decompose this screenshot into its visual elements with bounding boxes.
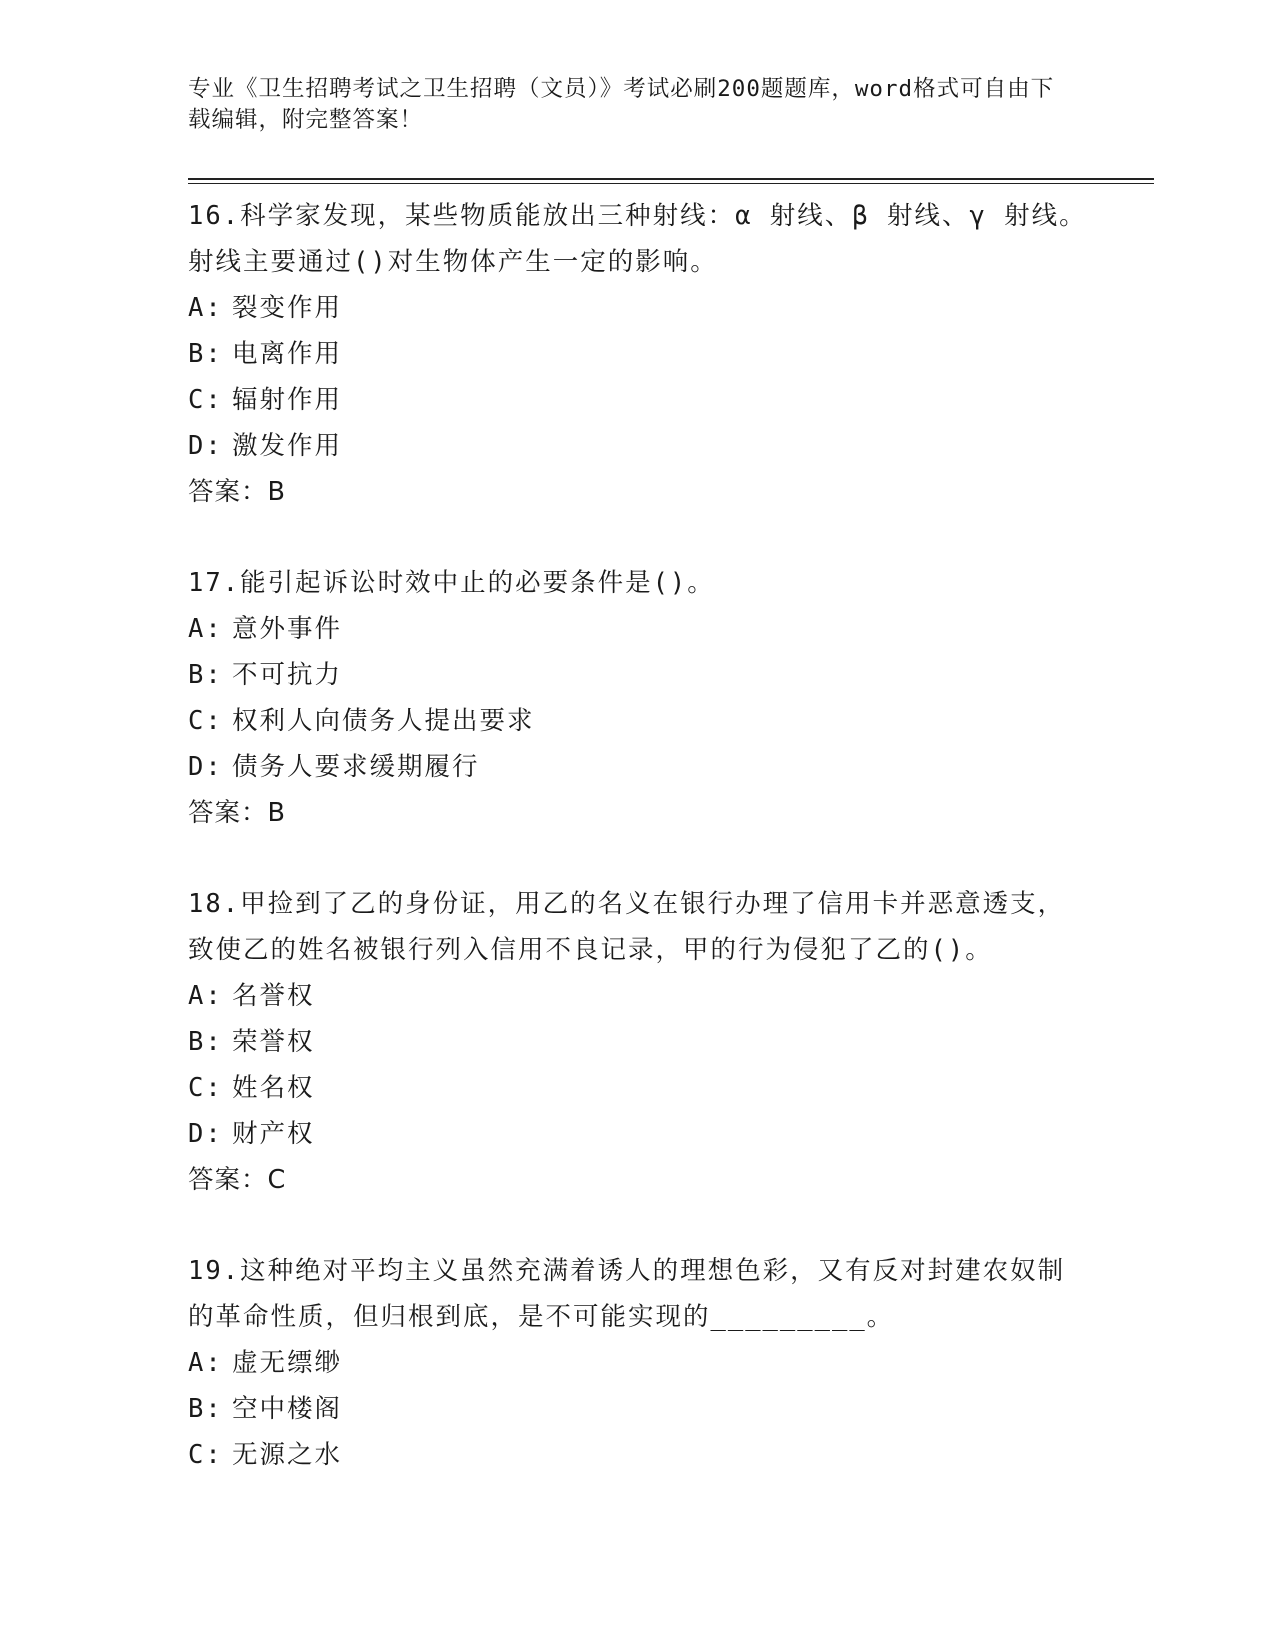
option-letter: A: — [188, 614, 223, 644]
option-b — [188, 1386, 1088, 1432]
question-19 — [188, 1248, 1088, 1478]
option-c — [188, 377, 1088, 423]
question-stem — [188, 1248, 1088, 1340]
option-letter: B: — [188, 660, 223, 690]
option-letter: A: — [188, 981, 223, 1011]
answer-prefix: 答案： — [188, 1165, 268, 1195]
option-letter: C: — [188, 1440, 223, 1470]
option-text: 激发作用 — [232, 431, 343, 461]
option-text: 权利人向债务人提出要求 — [232, 706, 535, 736]
header-divider-thin — [188, 183, 1154, 184]
option-text: 名誉权 — [232, 981, 315, 1011]
option-text: 财产权 — [232, 1119, 315, 1149]
option-letter: B: — [188, 1027, 223, 1057]
question-number: 19. — [188, 1256, 241, 1286]
option-c — [188, 698, 1088, 744]
question-16 — [188, 193, 1088, 515]
option-text: 空中楼阁 — [232, 1394, 343, 1424]
option-d — [188, 1111, 1088, 1157]
option-c — [188, 1065, 1088, 1111]
answer-line — [188, 469, 1088, 515]
option-letter: D: — [188, 1119, 223, 1149]
question-text: 能引起诉讼时效中止的必要条件是()。 — [240, 568, 715, 598]
option-letter: C: — [188, 385, 223, 415]
option-letter: A: — [188, 1348, 223, 1378]
option-d — [188, 423, 1088, 469]
option-letter: D: — [188, 752, 223, 782]
question-stem — [188, 560, 1088, 606]
answer-line — [188, 1157, 1088, 1203]
option-text: 电离作用 — [232, 339, 343, 369]
option-text: 辐射作用 — [232, 385, 343, 415]
option-d — [188, 744, 1088, 790]
question-stem — [188, 881, 1088, 973]
option-text: 裂变作用 — [232, 293, 343, 323]
option-text: 意外事件 — [232, 614, 343, 644]
question-number: 17. — [188, 568, 241, 598]
option-a — [188, 973, 1088, 1019]
option-a — [188, 285, 1088, 331]
option-letter: C: — [188, 706, 223, 736]
answer-value: B — [267, 477, 287, 507]
question-text: 这种绝对平均主义虽然充满着诱人的理想色彩，又有反对封建农奴制的革命性质，但归根到底，是不可能实现的_________。 — [188, 1256, 1066, 1332]
document-header: 专业《卫生招聘考试之卫生招聘（文员）》考试必刷200题题库，word格式可自由下载编辑，附完整答案！ — [188, 76, 1055, 133]
question-list — [188, 193, 1088, 1523]
question-text: 甲捡到了乙的身份证，用乙的名义在银行办理了信用卡并恶意透支，致使乙的姓名被银行列入信用不良记录，甲的行为侵犯了乙的()。 — [188, 889, 1066, 965]
option-text: 不可抗力 — [232, 660, 343, 690]
answer-value: B — [267, 798, 287, 828]
option-b — [188, 652, 1088, 698]
question-number: 16. — [188, 201, 241, 231]
option-a — [188, 606, 1088, 652]
option-letter: B: — [188, 1394, 223, 1424]
option-text: 债务人要求缓期履行 — [232, 752, 480, 782]
option-a — [188, 1340, 1088, 1386]
answer-line — [188, 790, 1088, 836]
option-letter: A: — [188, 293, 223, 323]
answer-prefix: 答案： — [188, 798, 268, 828]
question-text: 科学家发现，某些物质能放出三种射线：α 射线、β 射线、γ 射线。射线主要通过()对生物体产生一定的影响。 — [188, 201, 1087, 277]
header-divider-thick — [188, 178, 1154, 180]
answer-value: C — [267, 1165, 287, 1195]
option-letter: B: — [188, 339, 223, 369]
question-stem — [188, 193, 1088, 285]
answer-prefix: 答案： — [188, 477, 268, 507]
option-text: 虚无缥缈 — [232, 1348, 343, 1378]
option-text: 无源之水 — [232, 1440, 343, 1470]
option-b — [188, 331, 1088, 377]
option-text: 姓名权 — [232, 1073, 315, 1103]
option-letter: C: — [188, 1073, 223, 1103]
option-b — [188, 1019, 1088, 1065]
question-18 — [188, 881, 1088, 1203]
option-c — [188, 1432, 1088, 1478]
option-letter: D: — [188, 431, 223, 461]
option-text: 荣誉权 — [232, 1027, 315, 1057]
question-number: 18. — [188, 889, 241, 919]
question-17 — [188, 560, 1088, 836]
